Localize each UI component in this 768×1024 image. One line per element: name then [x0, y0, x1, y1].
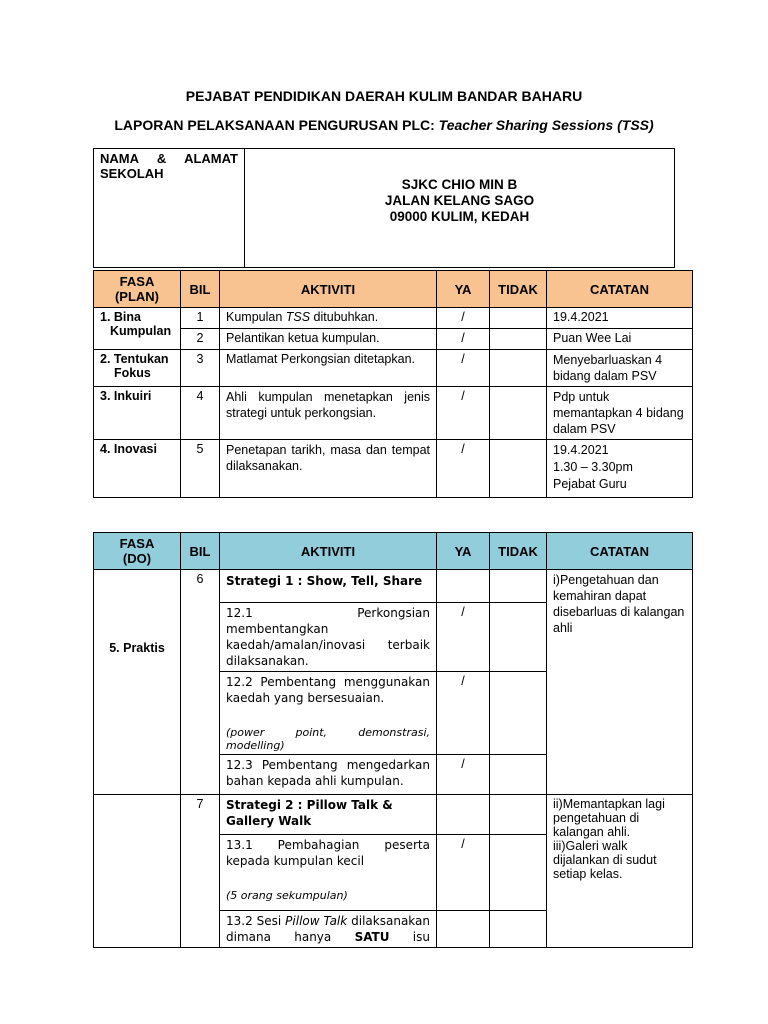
table-row [94, 570, 693, 603]
ya-cell: / [437, 755, 490, 795]
aktiviti-cell: Penetapan tarikh, masa dan tempat dilaksanakan. [220, 440, 437, 498]
aktiviti-cell: Matlamat Perkongsian ditetapkan. [220, 350, 437, 387]
fasa-cell: 5. Praktis [94, 570, 181, 795]
catatan-cell: 19.4.2021 1.30 – 3.30pm Pejabat Guru [547, 440, 693, 498]
aktiviti-cell: 12.3 Pembentang mengedarkan bahan kepada ahli kumpulan. [220, 755, 437, 795]
tidak-cell [490, 350, 547, 387]
do-header-ya: YA [437, 533, 490, 570]
catatan-cell: Menyebarluaskan 4 bidang dalam PSV [547, 350, 693, 387]
aktiviti-cell: 12.2 Pembentang menggunakan kaedah yang bersesuaian. (power point, demonstrasi, modelling) [220, 672, 437, 755]
fasa-cell-empty [94, 795, 181, 948]
school-table [93, 148, 675, 268]
ya-cell: / [437, 440, 490, 498]
do-header-catatan: CATATAN [547, 533, 693, 570]
ya-cell: / [437, 387, 490, 440]
fasa-cell: 2. Tentukan Fokus [94, 350, 181, 387]
catatan-cell: 19.4.2021 [547, 308, 693, 329]
school-info [245, 149, 675, 268]
tidak-cell [490, 911, 547, 948]
aktiviti-cell: Pelantikan ketua kumpulan. [220, 329, 437, 350]
catatan-cell: Puan Wee Lai [547, 329, 693, 350]
ya-cell: / [437, 835, 490, 911]
aktiviti-cell: 13.1 Pembahagian peserta kepada kumpulan kecil (5 orang sekumpulan) [220, 835, 437, 911]
fasa-cell: 1. Bina Kumpulan [94, 308, 181, 350]
tidak-cell [490, 603, 547, 672]
table-row [94, 795, 693, 835]
bil-cell: 6 [181, 570, 220, 795]
school-address2: 09000 KULIM, KEDAH [389, 209, 530, 224]
catatan-cell: i)Pengetahuan dan kemahiran dapat disebarluas di kalangan ahli [547, 570, 693, 795]
aktiviti-cell: 13.2 Sesi Pillow Talk dilaksanakan dimana hanya SATU isu [220, 911, 437, 948]
tidak-cell [490, 329, 547, 350]
bil-cell: 5 [181, 440, 220, 498]
strategy-title: Strategi 2 : Pillow Talk & Gallery Walk [220, 795, 437, 835]
tidak-cell [490, 835, 547, 911]
document-title: PEJABAT PENDIDIKAN DAERAH KULIM BANDAR BAHARU [185, 88, 583, 104]
plan-table [93, 270, 693, 498]
subtitle-italic: Teacher Sharing Sessions (TSS) [438, 117, 654, 133]
ya-cell: / [437, 672, 490, 755]
table-row [94, 350, 693, 387]
plan-header-tidak: TIDAK [490, 271, 547, 308]
plan-header-ya: YA [437, 271, 490, 308]
fasa-cell: 4. Inovasi [94, 440, 181, 498]
table-row [94, 387, 693, 440]
table-row [94, 308, 693, 329]
ya-cell [437, 911, 490, 948]
catatan-cell: Pdp untuk memantapkan 4 bidang dalam PSV [547, 387, 693, 440]
plan-header-fasa: FASA (PLAN) [94, 271, 181, 308]
ya-cell: / [437, 329, 490, 350]
school-label: NAMA & ALAMAT SEKOLAH [94, 149, 245, 268]
do-header-row [94, 533, 693, 570]
tidak-cell [490, 308, 547, 329]
do-header-tidak: TIDAK [490, 533, 547, 570]
bil-cell: 1 [181, 308, 220, 329]
school-address1: JALAN KELANG SAGO [384, 193, 535, 208]
strategy-title: Strategi 1 : Show, Tell, Share [220, 570, 437, 603]
tidak-cell [490, 440, 547, 498]
aktiviti-cell: 12.1 Perkongsian membentangkan kaedah/amalan/inovasi terbaik dilaksanakan. [220, 603, 437, 672]
plan-header-catatan: CATATAN [547, 271, 693, 308]
do-header-bil: BIL [181, 533, 220, 570]
bil-cell: 3 [181, 350, 220, 387]
subtitle-prefix: LAPORAN PELAKSANAAN PENGURUSAN PLC: [114, 117, 435, 133]
bil-cell: 7 [181, 795, 220, 948]
tidak-cell [490, 672, 547, 755]
school-name: SJKC CHIO MIN B [401, 177, 518, 192]
catatan-cell: ii)Memantapkan lagi pengetahuan di kalangan ahli. iii)Galeri walk dijalankan di sudut setiap kelas. [547, 795, 693, 948]
ya-cell: / [437, 603, 490, 672]
tidak-cell [490, 570, 547, 603]
do-table [93, 532, 693, 948]
ya-cell [437, 795, 490, 835]
tidak-cell [490, 387, 547, 440]
aktiviti-cell: Kumpulan TSS ditubuhkan. [220, 308, 437, 329]
plan-header-bil: BIL [181, 271, 220, 308]
tidak-cell [490, 755, 547, 795]
plan-header-aktiviti: AKTIVITI [220, 271, 437, 308]
document-subtitle [0, 117, 768, 133]
bil-cell: 4 [181, 387, 220, 440]
table-row [94, 440, 693, 498]
do-header-fasa: FASA (DO) [94, 533, 181, 570]
do-header-aktiviti: AKTIVITI [220, 533, 437, 570]
ya-cell: / [437, 308, 490, 329]
plan-header-row [94, 271, 693, 308]
tidak-cell [490, 795, 547, 835]
ya-cell [437, 570, 490, 603]
bil-cell: 2 [181, 329, 220, 350]
fasa-cell: 3. Inkuiri [94, 387, 181, 440]
table-row [94, 329, 693, 350]
aktiviti-cell: Ahli kumpulan menetapkan jenis strategi untuk perkongsian. [220, 387, 437, 440]
ya-cell: / [437, 350, 490, 387]
